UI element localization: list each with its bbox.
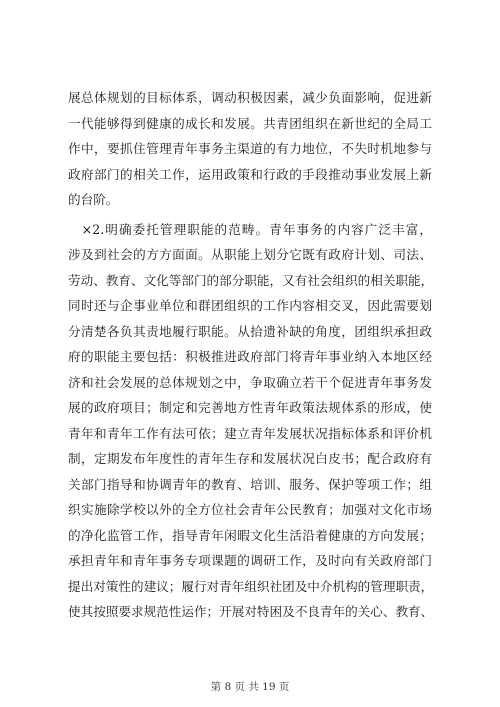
text-line: 作中，要抓住管理青年事务主渠道的有力地位，不失时机地参与 [68,141,432,156]
text-line: 展的政府项目；制定和完善地方性青年政策法规体系的形成，使 [68,400,432,415]
text-line: 一代能够得到健康的成长和发展。共青团组织在新世纪的全局工 [68,115,432,131]
text-line: 提出对策性的建议；履行对青年组织社团及中介机构的管理职责， [68,578,434,594]
text-line: 关部门指导和协调青年的教育、培训、服务、保护等项工作；组 [68,476,432,492]
text-line: 涉及到社会的方方面面。从职能上划分它既有政府计划、司法、 [68,247,432,262]
text-line: 的台阶。 [68,192,119,207]
text-line: 制，定期发布年度性的青年生存和发展状况白皮书；配合政府有 [68,451,432,466]
body-text [68,85,432,625]
text-line: 同时还与企事业单位和群团组织的工作内容相交叉，因此需要划 [68,298,432,313]
text-line: 承担青年和青年事务专项课题的调研工作，及时向有关政府部门 [68,553,432,568]
text-line: 的净化监管工作，指导青年闲暇文化生活沿着健康的方向发展； [68,527,432,543]
page-number-footer: 第 8 页 共 19 页 [210,681,290,693]
text-line: 织实施除学校以外的全方位社会青年公民教育；加强对文化市场 [68,502,432,517]
text-line: 青年和青年工作有法可依；建立青年发展状况指标体系和评价机 [68,425,432,441]
text-line: ×2.明确委托管理职能的范畴。青年事务的内容广泛丰富， [68,221,432,237]
text-line: 政府部门的相关工作，运用政策和行政的手段推动事业发展上新 [68,166,432,182]
text-line: 展总体规划的目标体系，调动积极因素，减少负面影响，促进新 [68,90,432,105]
text-line: 使其按照要求规范性运作；开展对特困及不良青年的关心、教育、 [68,604,434,619]
text-line: 济和社会发展的总体规划之中，争取确立若干个促进青年事务发 [68,374,432,390]
text-line: 劳动、教育、文化等部门的部分职能，又有社会组织的相关职能， [68,272,434,288]
text-line: 府的职能主要包括：积极推进政府部门将青年事业纳入本地区经 [68,349,432,364]
text-line: 分清楚各负其责地履行职能。从拾遗补缺的角度，团组织承担政 [68,323,432,339]
